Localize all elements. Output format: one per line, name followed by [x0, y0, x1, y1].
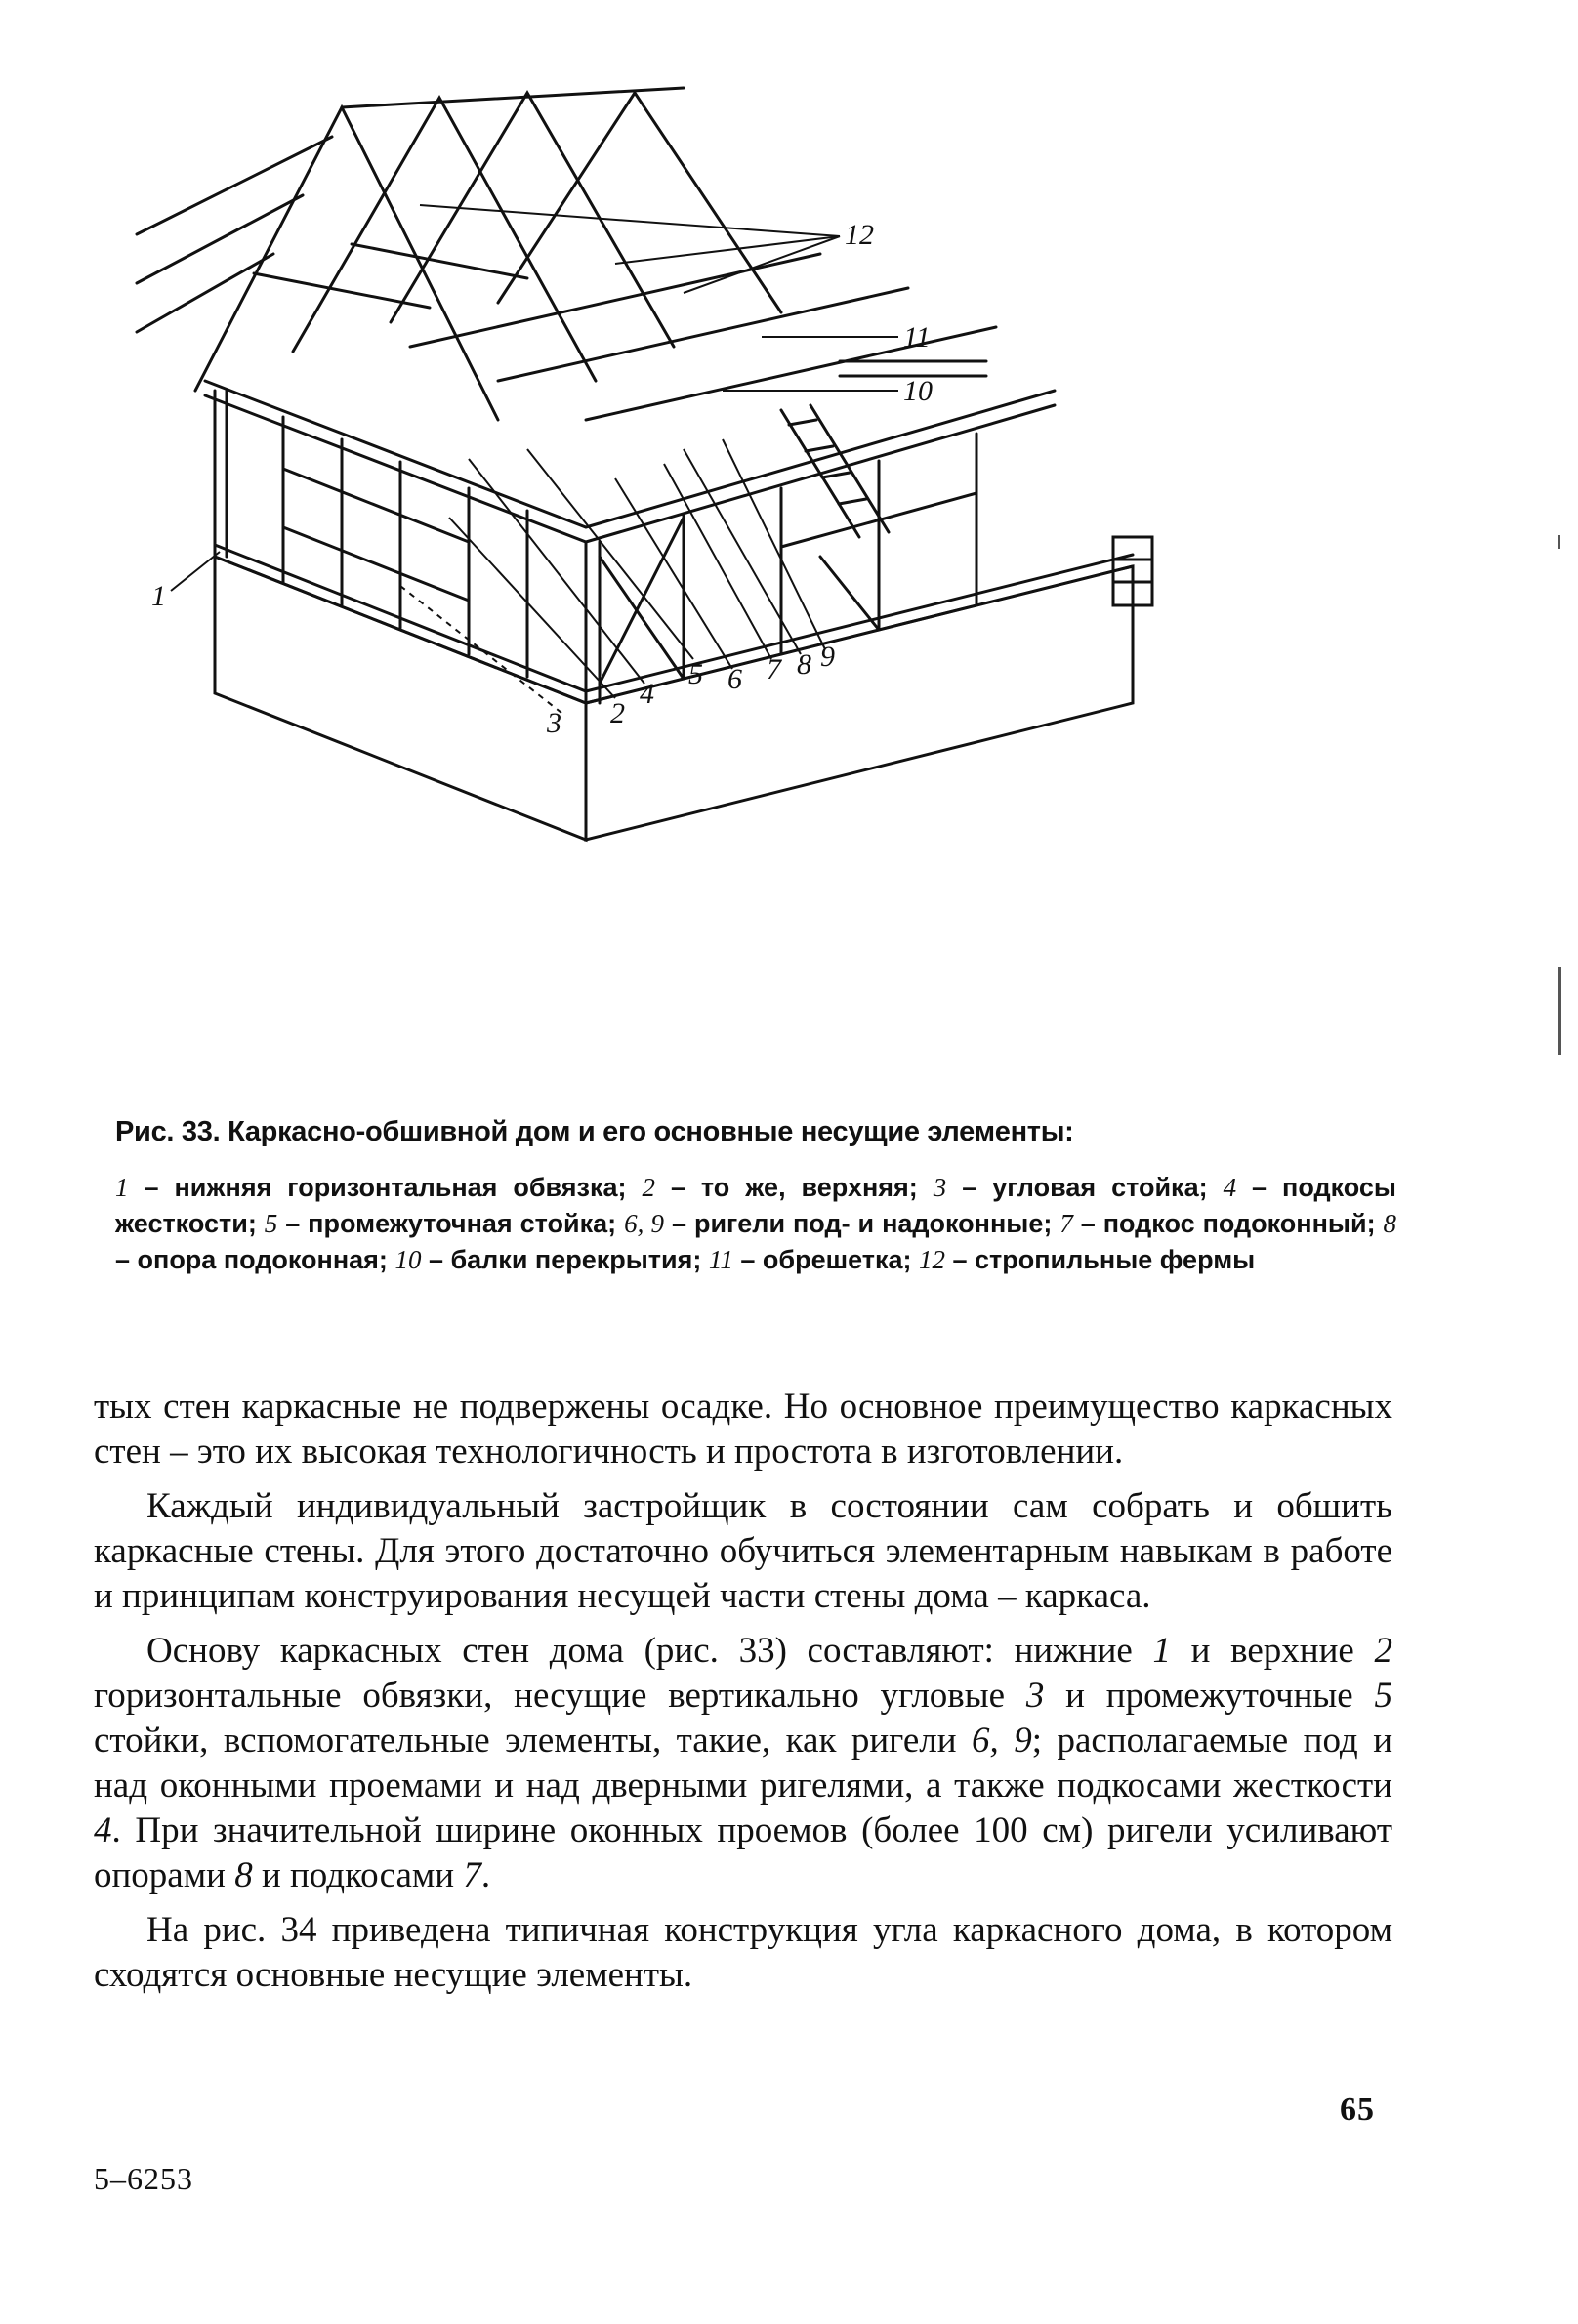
text-run: горизонтальные обвязки, несущие вертикально угловые — [94, 1676, 1026, 1716]
leader-5 — [527, 449, 693, 659]
legend-item: 4 – подкосы жесткости; — [115, 1173, 1396, 1238]
page-number: 65 — [1340, 2092, 1375, 2128]
text-run: и промежуточные — [1044, 1676, 1375, 1716]
callout-12: 12 — [845, 219, 874, 251]
scan-mark — [1558, 967, 1561, 1055]
figure-ref: 3 — [1025, 1676, 1045, 1716]
figure-ref: 1 — [1152, 1631, 1171, 1671]
scan-mark — [1558, 535, 1560, 549]
legend-item: 6, 9 – ригели под- и надоконные; — [624, 1209, 1060, 1238]
body-text — [94, 1385, 1392, 2008]
leader-1 — [171, 552, 220, 591]
text-run: . При значительной ширине оконных проемов (более 100 см) ригели усиливают опорами — [94, 1810, 1392, 1895]
figure-caption-legend — [115, 1170, 1396, 1278]
callout-1: 1 — [151, 580, 166, 612]
callout-10: 10 — [903, 375, 933, 407]
leader-12a — [420, 205, 840, 236]
text-run: стойки, вспомогательные элементы, такие, как ригели — [94, 1721, 973, 1761]
window-rail — [283, 469, 469, 542]
frame-house-drawing — [151, 98, 1348, 1094]
legend-item: 5 – промежуточная стойка; — [264, 1209, 625, 1238]
figure-ref: 5 — [1374, 1676, 1392, 1716]
leader-6 — [615, 478, 732, 669]
callout-11: 11 — [903, 321, 931, 353]
callout-4: 4 — [640, 678, 654, 710]
legend-item: 8 – опора подоконная; — [115, 1209, 1397, 1274]
figure-ref: 6, 9 — [972, 1721, 1032, 1761]
paragraph-3 — [94, 1629, 1392, 1898]
callout-9: 9 — [820, 641, 835, 673]
figure-ref: 4 — [94, 1810, 112, 1850]
figure-ref: 8 — [234, 1855, 253, 1895]
legend-item: 11 – обрешетка; — [708, 1245, 919, 1274]
text-run: ; располагаемые под и над оконными проемами и над дверными ригелями, а также подкосами жесткости — [94, 1721, 1393, 1805]
text-run: и подкосами — [252, 1855, 464, 1895]
legend-item: 2 – то же, верхняя; — [642, 1173, 934, 1202]
legend-item: 12 – стропильные фермы — [919, 1245, 1256, 1274]
paragraph-2: Каждый индивидуальный застройщик в состоянии сам собрать и обшить каркасные стены. Для этого достаточно обучиться элементарным навыкам в работе и принципам конструирования несущей части стены дома – каркаса. — [94, 1486, 1392, 1616]
callout-7: 7 — [767, 653, 781, 685]
legend-item: 1 – нижняя горизонтальная обвязка; — [115, 1173, 643, 1202]
printer-signature: 5–6253 — [94, 2161, 193, 2196]
figure-caption-title: Рис. 33. Каркасно-обшивной дом и его основные несущие элементы: — [115, 1116, 1074, 1147]
callout-5: 5 — [688, 658, 703, 690]
leader-4 — [469, 459, 644, 684]
figure-frame-house — [151, 98, 1348, 1094]
figure-ref: 2 — [1374, 1631, 1392, 1671]
callout-8: 8 — [797, 648, 811, 681]
text-run: . — [480, 1855, 491, 1895]
callout-2: 2 — [610, 697, 625, 729]
top-plate-lower — [205, 395, 1055, 542]
legend-item: 10 – балки перекрытия; — [394, 1245, 709, 1274]
figure-ref: 7 — [463, 1855, 481, 1895]
callout-3: 3 — [547, 707, 561, 739]
legend-item: 3 – угловая стойка; — [933, 1173, 1224, 1202]
paragraph-4: На рис. 34 приведена типичная конструкция угла каркасного дома, в котором сходятся основные несущие элементы. — [94, 1910, 1392, 1995]
legend-item: 7 – подкос подоконный; — [1059, 1209, 1384, 1238]
paragraph-1: тых стен каркасные не подвержены осадке. Но основное преимущество каркасных стен – это их высокая технологичность и простота в изготовлении. — [94, 1387, 1392, 1472]
leader-12b — [615, 236, 840, 264]
text-run: и верхние — [1170, 1631, 1375, 1671]
callout-6: 6 — [727, 663, 742, 695]
text-run: Основу каркасных стен дома (рис. 33) составляют: нижние — [146, 1631, 1153, 1671]
